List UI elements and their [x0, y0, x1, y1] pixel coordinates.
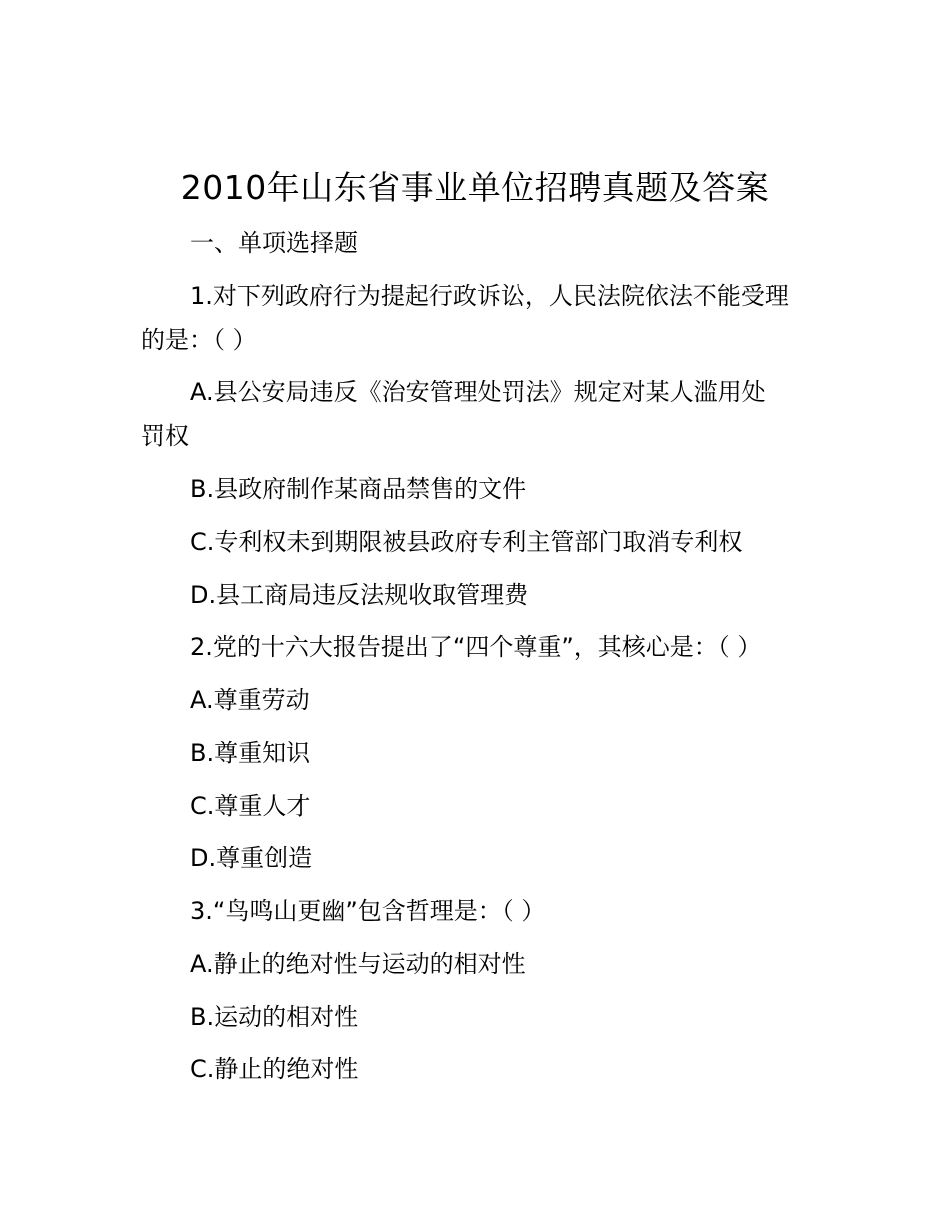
question-1-option-b: B.县政府制作某商品禁售的文件 — [190, 475, 527, 503]
question-3-option-b: B.运动的相对性 — [190, 1003, 359, 1031]
section-heading: 一、单项选择题 — [190, 229, 358, 257]
question-1-option-a: A.县公安局违反《治安管理处罚法》规定对某人滥用处 — [190, 378, 766, 406]
question-1-option-c: C.专利权未到期限被县政府专利主管部门取消专利权 — [190, 528, 743, 556]
question-2-option-c: C.尊重人才 — [190, 792, 311, 820]
question-1-option-d: D.县工商局违反法规收取管理费 — [190, 581, 529, 609]
question-1-option-a-continued: 罚权 — [141, 422, 189, 450]
question-1-stem: 1.对下列政府行为提起行政诉讼，人民法院依法不能受理 — [190, 282, 789, 310]
question-2-option-a: A.尊重劳动 — [190, 686, 310, 714]
question-3-stem: 3.“鸟鸣山更幽”包含哲理是：（ ） — [190, 897, 546, 925]
question-2-option-b: B.尊重知识 — [190, 739, 311, 767]
question-1-stem-continued: 的是：（ ） — [141, 326, 257, 354]
question-2-stem: 2.党的十六大报告提出了“四个尊重”，其核心是：（ ） — [190, 633, 762, 661]
question-3-option-a: A.静止的绝对性与运动的相对性 — [190, 950, 526, 978]
question-3-option-c: C.静止的绝对性 — [190, 1055, 359, 1083]
question-2-option-d: D.尊重创造 — [190, 844, 313, 872]
document-title: 2010年山东省事业单位招聘真题及答案 — [180, 168, 770, 207]
